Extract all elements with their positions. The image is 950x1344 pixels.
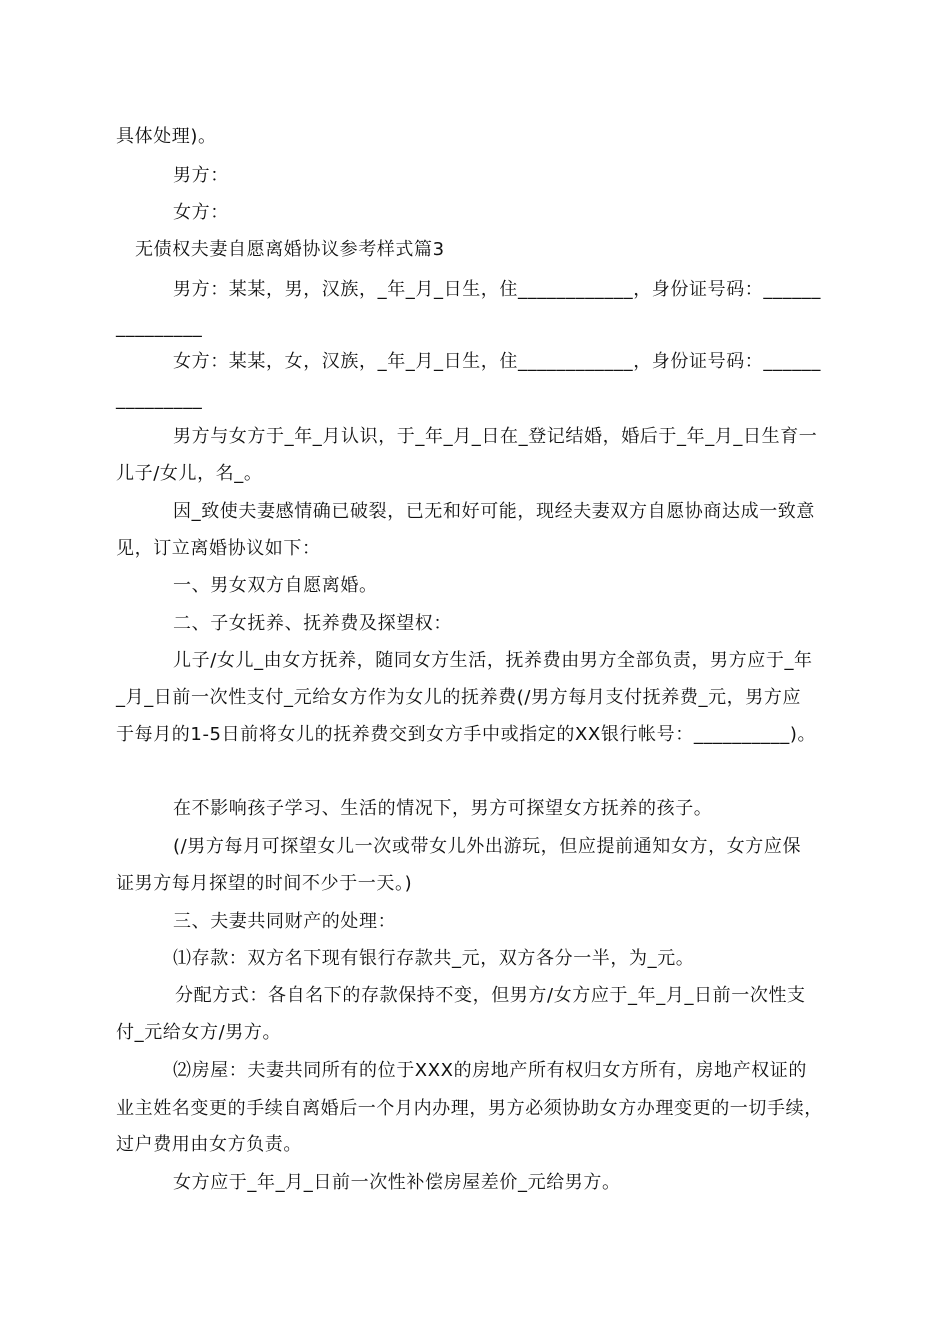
text-line: 因_致使夫妻感情确已破裂，已无和好可能，现经夫妻双方自愿协商达成一致意 — [173, 501, 815, 522]
text-line: 儿子/女儿，名_。 — [116, 463, 263, 484]
section-title: 无债权夫妻自愿离婚协议参考样式篇3 — [135, 239, 445, 260]
text-line: (/男方每月可探望女儿一次或带女儿外出游玩，但应提前通知女方，女方应保 — [173, 836, 802, 857]
female-party-label: 女方： — [173, 202, 229, 223]
clause-heading: 二、子女抚养、抚养费及探望权： — [173, 613, 452, 634]
text-line: 男方与女方于_年_月认识，于_年_月_日在_登记结婚，婚后于_年_月_日生育一 — [173, 426, 818, 447]
text-line: 男方：某某，男，汉族，_年_月_日生，住____________，身份证号码：______ — [173, 279, 821, 300]
text-line: ⑴存款：双方名下现有银行存款共_元，双方各分一半，为_元。 — [173, 948, 695, 969]
text-line: 于每月的1-5日前将女儿的抚养费交到女方手中或指定的XX银行帐号：__________)。 — [116, 724, 817, 745]
text-line: _________ — [116, 317, 203, 338]
clause-heading: 一、男女双方自愿离婚。 — [173, 575, 378, 596]
text-line: _________ — [116, 389, 203, 410]
text-line: 见，订立离婚协议如下： — [116, 538, 321, 559]
text-line: 过户费用由女方负责。 — [116, 1134, 302, 1155]
text-line: 证男方每月探望的时间不少于一天。) — [116, 873, 413, 894]
text-line: 女方：某某，女，汉族，_年_月_日生，住____________，身份证号码：______ — [173, 351, 821, 372]
text-line: 儿子/女儿_由女方抚养，随同女方生活，抚养费由男方全部负责，男方应于_年 — [173, 650, 813, 671]
text-line: 分配方式：各自名下的存款保持不变，但男方/女方应于_年_月_日前一次性支 — [175, 985, 806, 1006]
text-line: 在不影响孩子学习、生活的情况下，男方可探望女方抚养的孩子。 — [173, 798, 713, 819]
text-line: 付_元给女方/男方。 — [116, 1022, 282, 1043]
text-line: ⑵房屋：夫妻共同所有的位于XXX的房地产所有权归女方所有，房地产权证的 — [173, 1060, 807, 1081]
male-party-label: 男方： — [173, 165, 229, 186]
clause-heading: 三、夫妻共同财产的处理： — [173, 911, 397, 932]
text-line: 女方应于_年_月_日前一次性补偿房屋差价_元给男方。 — [173, 1172, 621, 1193]
text-line: 具体处理)。 — [116, 126, 217, 147]
text-line: _月_日前一次性支付_元给女方作为女儿的抚养费(/男方每月支付抚养费_元，男方应 — [116, 687, 802, 708]
text-line: 业主姓名变更的手续自离婚后一个月内办理，男方必须协助女方办理变更的一切手续， — [116, 1098, 823, 1119]
